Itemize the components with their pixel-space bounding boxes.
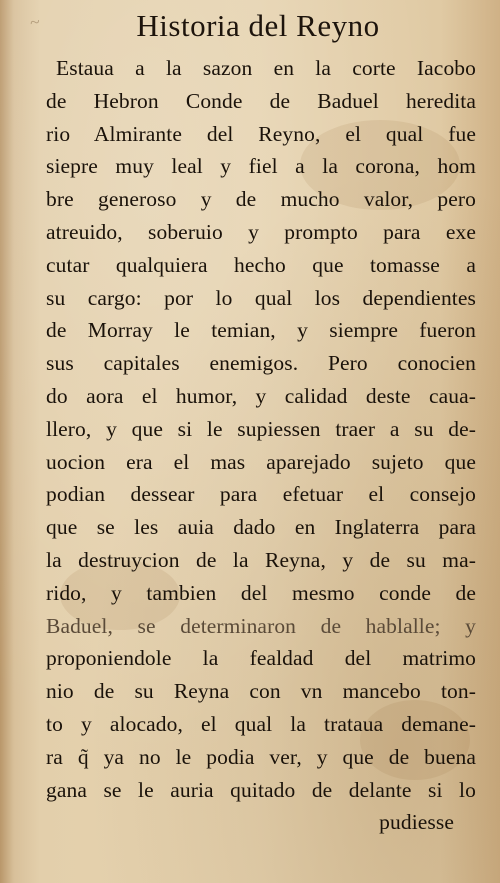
text-line: llero, y que si le supiessen traer a su de- xyxy=(46,416,476,441)
text-line: bre generoso y de mucho valor, pero xyxy=(46,187,476,212)
text-line: de Hebron Conde de Baduel heredita xyxy=(46,88,476,113)
text-line: rido, y tambien del mesmo conde de xyxy=(46,580,476,605)
text-line: gana se le auria quitado de delante si lo xyxy=(46,777,476,802)
text-line: su cargo: por lo qual los dependientes xyxy=(46,285,476,310)
running-head: Historia del Reyno xyxy=(136,8,380,43)
ink-blot: ~ xyxy=(28,11,42,33)
text-line: Estaua a la sazon en la corte Iacobo xyxy=(56,56,476,80)
text-line: Baduel, se determinaron de hablalle; y xyxy=(46,613,476,638)
catchword: pudiesse xyxy=(379,810,454,835)
text-line: podian dessear para efetuar el consejo xyxy=(46,482,476,507)
text-line: atreuido, soberuio y prompto para exe xyxy=(46,219,476,244)
text-line: proponiendole la fealdad del matrimo xyxy=(46,646,476,671)
text-line: do aora el humor, y calidad deste caua- xyxy=(46,383,476,408)
text-line: ra q̃ ya no le podia ver, y que de buena xyxy=(46,744,476,769)
body-text xyxy=(46,52,476,839)
text-line: que se les auia dado en Inglaterra para xyxy=(46,515,476,540)
text-line: nio de su Reyna con vn mancebo ton- xyxy=(46,679,476,704)
text-line: sus capitales enemigos. Pero conocien xyxy=(46,351,476,376)
text-line: de Morray le temian, y siempre fueron xyxy=(46,318,476,343)
text-line: la destruycion de la Reyna, y de su ma- xyxy=(46,547,476,572)
text-line: cutar qualquiera hecho que tomasse a xyxy=(46,252,476,277)
text-line: uocion era el mas aparejado sujeto que xyxy=(46,449,476,474)
text-line: to y alocado, el qual la trataua demane- xyxy=(46,711,476,736)
text-line: rio Almirante del Reyno, el qual fue xyxy=(46,121,476,146)
text-line: siepre muy leal y fiel a la corona, hom xyxy=(46,154,476,179)
